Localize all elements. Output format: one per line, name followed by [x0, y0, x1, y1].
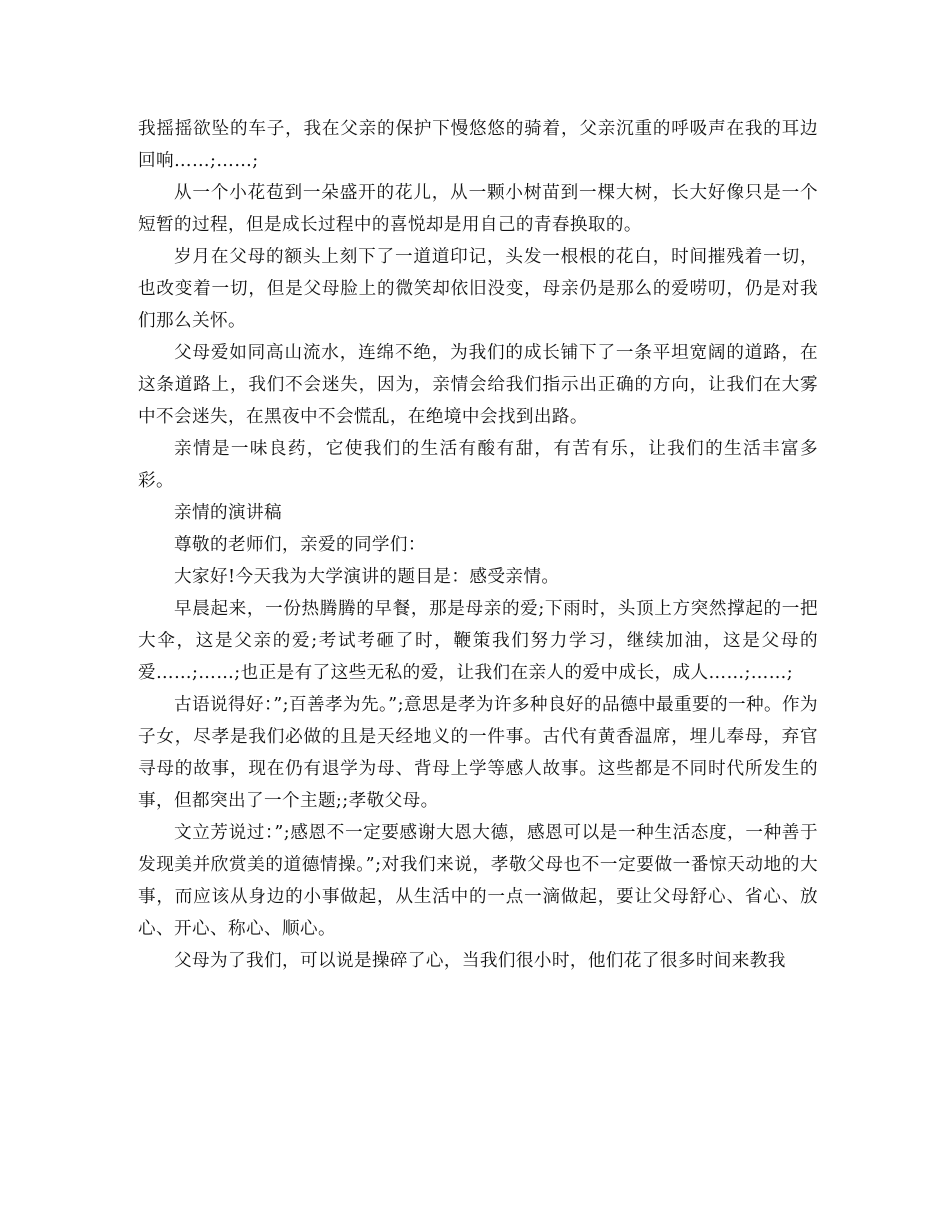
- salutation: 尊敬的老师们，亲爱的同学们：: [174, 535, 426, 555]
- paragraph: 文立芳说过：”;感恩不一定要感谢大恩大德，感恩可以是一种生活态度，一种善于发现美并欣赏美的道德情操。”;对我们来说，孝敬父母也不一定要做一番惊天动地的大事，而应该从身边的小事做起，从生活中的一点一滴做起，要让父母舒心、省心、放心、开心、称心、顺心。: [138, 823, 818, 939]
- paragraph: 早晨起来，一份热腾腾的早餐，那是母亲的爱;下雨时，头顶上方突然撑起的一把大伞，这是父亲的爱;考试考砸了时，鞭策我们努力学习，继续加油，这是父母的爱……;……;也正是有了这些无私的爱，让我们在亲人的爱中成长，成人……;……;: [138, 599, 818, 683]
- paragraph: 父母为了我们，可以说是操碎了心，当我们很小时，他们花了很多时间来教我: [174, 951, 786, 971]
- paragraph-continued: 我摇摇欲坠的车子，我在父亲的保护下慢悠悠的骑着，父亲沉重的呼吸声在我的耳边回响……;……;: [138, 119, 818, 171]
- section-title: 亲情的演讲稿: [174, 503, 282, 523]
- paragraph: 从一个小花苞到一朵盛开的花儿，从一颗小树苗到一棵大树，长大好像只是一个短暂的过程，但是成长过程中的喜悦却是用自己的青春换取的。: [138, 183, 818, 235]
- paragraph: 岁月在父母的额头上刻下了一道道印记，头发一根根的花白，时间摧残着一切，也改变着一切，但是父母脸上的微笑却依旧没变，母亲仍是那么的爱唠叨，仍是对我们那么关怀。: [138, 247, 818, 331]
- document-body: [138, 113, 818, 977]
- paragraph: 亲情是一味良药，它使我们的生活有酸有甜，有苦有乐，让我们的生活丰富多彩。: [138, 439, 818, 491]
- paragraph: 父母爱如同高山流水，连绵不绝，为我们的成长铺下了一条平坦宽阔的道路，在这条道路上，我们不会迷失，因为，亲情会给我们指示出正确的方向，让我们在大雾中不会迷失，在黑夜中不会慌乱，在绝境中会找到出路。: [138, 343, 818, 427]
- paragraph: 古语说得好：”;百善孝为先。”;意思是孝为许多种良好的品德中最重要的一种。作为子女，尽孝是我们必做的且是天经地义的一件事。古代有黄香温席，埋儿奉母，弃官寻母的故事，现在仍有退学为母、背母上学等感人故事。这些都是不同时代所发生的事，但都突出了一个主题;;孝敬父母。: [138, 695, 818, 811]
- paragraph: 大家好!今天我为大学演讲的题目是：感受亲情。: [174, 567, 560, 587]
